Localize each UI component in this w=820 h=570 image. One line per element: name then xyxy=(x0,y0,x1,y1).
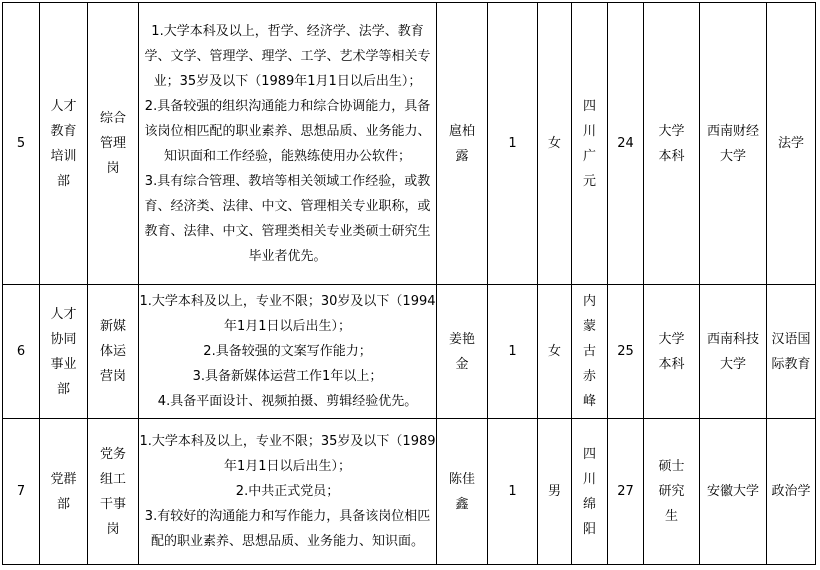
department-cell xyxy=(40,3,88,285)
gender-cell: 女 xyxy=(538,3,572,285)
candidate-name: 姜艳金 xyxy=(448,331,475,372)
school-cell xyxy=(700,3,767,285)
requirement-item: 2.具备较强的文案写作能力； xyxy=(203,344,372,359)
candidate-name: 陈佳鑫 xyxy=(448,471,475,512)
requirement-item: 2.具备较强的组织沟通能力和综合协调能力，具备该岗位相匹配的职业素养、思想品质、业务能力、知识面和工作经验，能熟练使用办公软件； xyxy=(144,98,431,164)
education-cell xyxy=(644,285,700,419)
requirement-item: 3.具备新媒体运营工作1年以上； xyxy=(192,369,383,384)
count-cell: 1 xyxy=(488,3,538,285)
major-cell xyxy=(767,3,816,285)
major-cell xyxy=(767,419,816,565)
department-text: 人才教育培训部 xyxy=(50,98,77,189)
candidate-name: 扈柏露 xyxy=(448,123,475,164)
position-cell xyxy=(88,3,139,285)
department-cell xyxy=(40,419,88,565)
origin-cell xyxy=(572,419,608,565)
position-text: 党务组工干事岗 xyxy=(99,446,126,537)
education-text: 硕士研究生 xyxy=(658,459,685,524)
requirement-item: 1.大学本科及以上，专业不限；35岁及以下（1989年1月1日以后出生）； xyxy=(139,434,436,474)
requirements-cell xyxy=(139,419,437,565)
requirement-item: 1.大学本科及以上，哲学、经济学、法学、教育学、文学、管理学、理学、工学、艺术学等相关专业；35岁及以下（1989年1月1日以后出生）； xyxy=(144,23,431,89)
school-text: 西南科技大学 xyxy=(706,331,759,372)
position-cell xyxy=(88,419,139,565)
major-text: 政治学 xyxy=(771,484,811,499)
requirement-item: 2.中共正式党员； xyxy=(235,484,340,499)
count-cell: 1 xyxy=(488,285,538,419)
age-cell: 27 xyxy=(608,419,644,565)
education-text: 大学本科 xyxy=(658,123,685,164)
table-row xyxy=(3,3,816,285)
gender-cell: 女 xyxy=(538,285,572,419)
origin-text: 四川绵阳 xyxy=(582,446,596,537)
row-index: 5 xyxy=(3,3,40,285)
requirement-item: 1.大学本科及以上，专业不限；30岁及以下（1994年1月1日以后出生）； xyxy=(139,294,436,334)
education-text: 大学本科 xyxy=(658,331,685,372)
name-cell xyxy=(437,285,488,419)
requirement-item: 4.具备平面设计、视频拍摄、剪辑经验优先。 xyxy=(157,394,418,409)
position-text: 综合管理岗 xyxy=(99,111,126,176)
department-cell xyxy=(40,285,88,419)
origin-cell xyxy=(572,3,608,285)
school-text: 安徽大学 xyxy=(706,484,759,499)
age-cell: 25 xyxy=(608,285,644,419)
name-cell xyxy=(437,3,488,285)
requirements-cell xyxy=(139,285,437,419)
major-cell xyxy=(767,285,816,419)
age-cell: 24 xyxy=(608,3,644,285)
requirements-cell xyxy=(139,3,437,285)
position-cell xyxy=(88,285,139,419)
major-text: 法学 xyxy=(777,136,804,151)
gender-cell: 男 xyxy=(538,419,572,565)
origin-text: 四川广元 xyxy=(582,98,596,189)
school-text: 西南财经大学 xyxy=(706,123,759,164)
position-text: 新媒体运营岗 xyxy=(99,319,126,384)
table-row xyxy=(3,285,816,419)
school-cell xyxy=(700,419,767,565)
education-cell xyxy=(644,419,700,565)
origin-text: 内蒙古赤峰 xyxy=(582,294,596,409)
requirement-item: 3.具有综合管理、教培等相关领域工作经验，或教育、经济类、法律、中文、管理相关专业职称，或教育、法律、中文、管理类相关专业类硕士研究生毕业者优先。 xyxy=(144,173,431,264)
major-text: 汉语国际教育 xyxy=(771,331,811,372)
count-cell: 1 xyxy=(488,419,538,565)
requirement-item: 3.有较好的沟通能力和写作能力，具备该岗位相匹配的职业素养、思想品质、业务能力、知识面。 xyxy=(144,509,431,549)
row-index: 7 xyxy=(3,419,40,565)
row-index: 6 xyxy=(3,285,40,419)
department-text: 党群部 xyxy=(50,471,77,512)
school-cell xyxy=(700,285,767,419)
department-text: 人才协同事业部 xyxy=(50,306,77,397)
table-row xyxy=(3,419,816,565)
name-cell xyxy=(437,419,488,565)
candidate-table xyxy=(2,2,816,565)
education-cell xyxy=(644,3,700,285)
origin-cell xyxy=(572,285,608,419)
